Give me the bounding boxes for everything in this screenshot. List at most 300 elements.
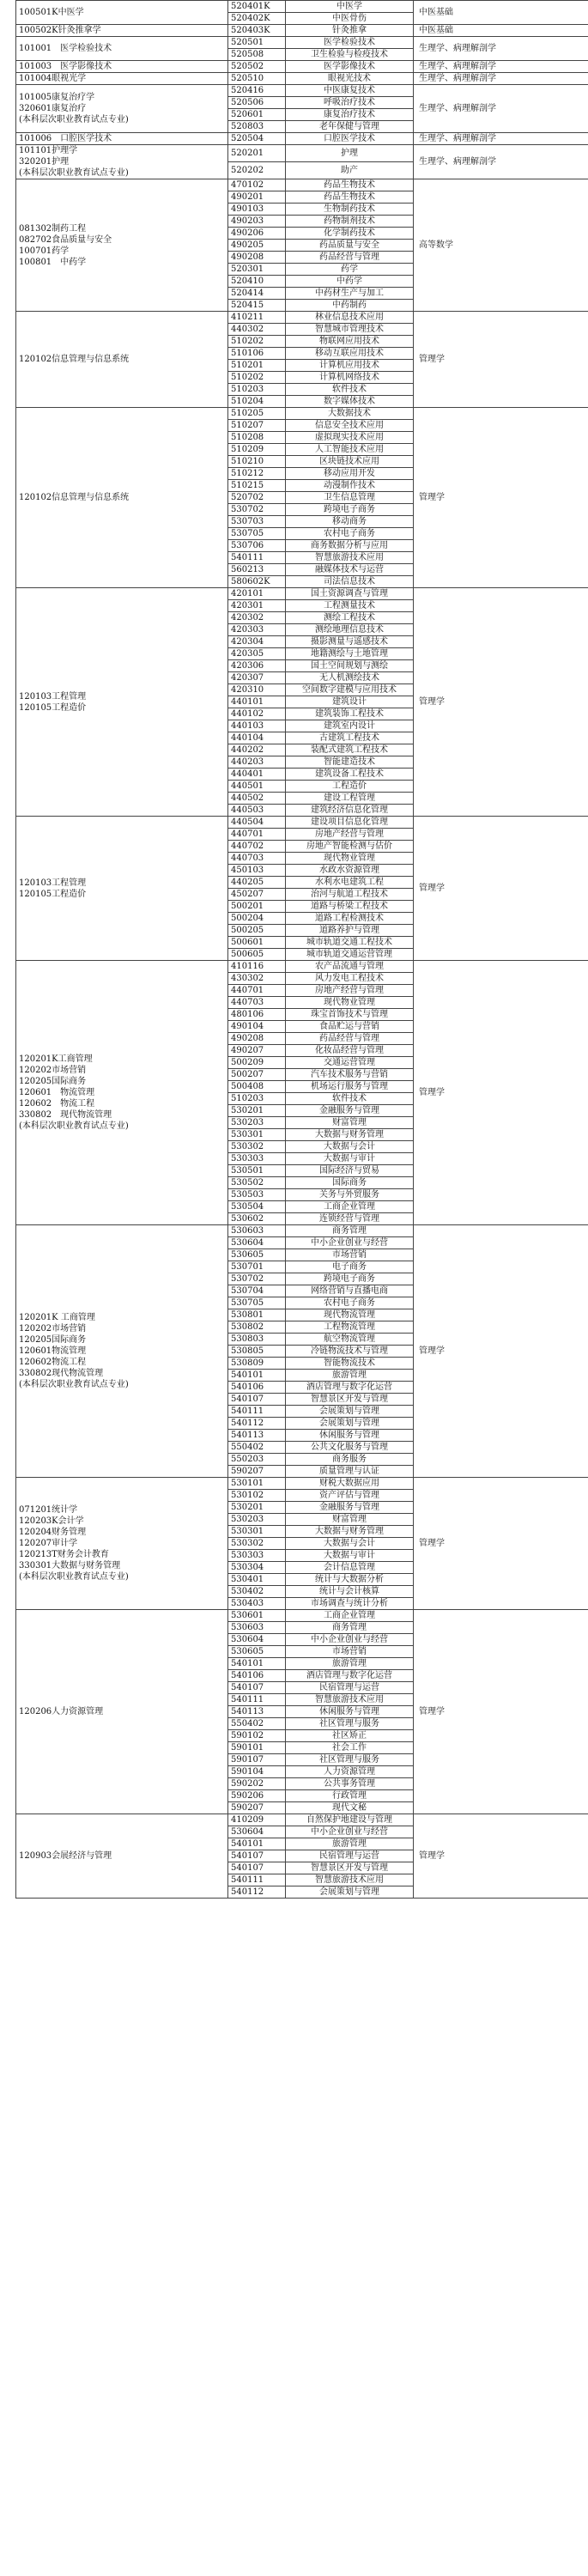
vocational-major-code: 520702: [228, 492, 286, 504]
vocational-major-code: 500209: [228, 1057, 286, 1069]
vocational-major-name: 药物制剂技术: [286, 216, 414, 228]
vocational-major-name: 旅游管理: [286, 1838, 414, 1850]
vocational-major-name: 卫生检验与检疫技术: [286, 49, 414, 61]
vocational-major-code: 530401: [228, 1574, 286, 1586]
undergrad-major-name: 100801 中药学: [19, 257, 87, 267]
vocational-major-code: 410209: [228, 1814, 286, 1826]
vocational-major-code: 500207: [228, 1069, 286, 1081]
vocational-major-code: 530703: [228, 516, 286, 528]
table-row: [16, 61, 588, 73]
vocational-major-code: 420303: [228, 624, 286, 636]
undergrad-major-cell: [16, 1, 228, 25]
vocational-major-code: 490103: [228, 204, 286, 216]
vocational-major-name: 林业信息技术应用: [286, 312, 414, 324]
vocational-major-name: 卫生信息管理: [286, 492, 414, 504]
exam-subject-cell: 管理学: [414, 1610, 588, 1814]
table-row: [16, 1478, 588, 1490]
vocational-major-name: 中小企业创业与经营: [286, 1634, 414, 1646]
undergrad-major-cell: [16, 145, 228, 179]
vocational-major-code: 540101: [228, 1370, 286, 1382]
vocational-major-code: 500408: [228, 1081, 286, 1093]
vocational-major-code: 440701: [228, 985, 286, 997]
vocational-major-name: 地籍测绘与土地管理: [286, 648, 414, 660]
vocational-major-name: 人工智能技术应用: [286, 444, 414, 456]
table-row: [16, 408, 588, 420]
vocational-major-name: 社区管理与服务: [286, 1754, 414, 1766]
vocational-major-code: 530203: [228, 1514, 286, 1526]
vocational-major-name: 药品经营与管理: [286, 1033, 414, 1045]
vocational-major-code: 550402: [228, 1718, 286, 1730]
vocational-major-name: 财税大数据应用: [286, 1478, 414, 1490]
vocational-major-code: 430302: [228, 973, 286, 985]
undergrad-major-name: (本科层次职业教育试点专业): [19, 1572, 129, 1582]
vocational-major-code: 530402: [228, 1586, 286, 1598]
vocational-major-name: 建设项目信息化管理: [286, 817, 414, 829]
vocational-major-name: 口腔医学技术: [286, 133, 414, 145]
vocational-major-code: 540111: [228, 552, 286, 564]
exam-subject-cell: 管理学: [414, 312, 588, 408]
undergrad-major-cell: [16, 179, 228, 312]
vocational-major-code: 440401: [228, 769, 286, 781]
vocational-major-name: 建筑室内设计: [286, 720, 414, 732]
vocational-major-name: 生物制药技术: [286, 204, 414, 216]
vocational-major-name: 医学检验技术: [286, 37, 414, 49]
vocational-major-name: 现代文秘: [286, 1802, 414, 1814]
vocational-major-name: 商务数据分析与应用: [286, 540, 414, 552]
vocational-major-name: 中小企业创业与经营: [286, 1237, 414, 1249]
vocational-major-code: 590202: [228, 1778, 286, 1790]
undergrad-major-name: 081302制药工程: [19, 223, 87, 234]
vocational-major-code: 530702: [228, 504, 286, 516]
vocational-major-code: 530201: [228, 1105, 286, 1117]
vocational-major-code: 590102: [228, 1730, 286, 1742]
table-row: [16, 1, 588, 13]
vocational-major-name: 跨境电子商务: [286, 1273, 414, 1285]
undergrad-major-name: 100501K中医学: [19, 8, 84, 17]
vocational-major-code: 530604: [228, 1826, 286, 1838]
vocational-major-code: 420301: [228, 600, 286, 612]
vocational-major-code: 530602: [228, 1213, 286, 1225]
vocational-major-code: 530501: [228, 1165, 286, 1177]
vocational-major-code: 530101: [228, 1478, 286, 1490]
vocational-major-code: 520508: [228, 49, 286, 61]
vocational-major-name: 统计与大数据分析: [286, 1574, 414, 1586]
vocational-major-code: 560213: [228, 564, 286, 576]
vocational-major-code: 530701: [228, 1261, 286, 1273]
undergrad-major-name: 120207审计学: [19, 1539, 78, 1548]
vocational-major-name: 呼吸治疗技术: [286, 97, 414, 109]
vocational-major-name: 移动互联应用技术: [286, 348, 414, 360]
vocational-major-code: 530706: [228, 540, 286, 552]
vocational-major-code: 530302: [228, 1141, 286, 1153]
vocational-major-name: 航空物流管理: [286, 1334, 414, 1346]
undergrad-major-cell: [16, 85, 228, 133]
vocational-major-code: 440703: [228, 997, 286, 1009]
vocational-major-name: 财富管理: [286, 1514, 414, 1526]
vocational-major-name: 商务管理: [286, 1622, 414, 1634]
vocational-major-code: 520401K: [228, 1, 286, 13]
vocational-major-code: 530301: [228, 1526, 286, 1538]
vocational-major-name: 空间数字建模与应用技术: [286, 684, 414, 696]
vocational-major-name: 酒店管理与数字化运营: [286, 1670, 414, 1682]
undergrad-major-name: (本科层次职业教育试点专业): [19, 1380, 129, 1389]
undergrad-major-cell: [16, 1478, 228, 1610]
vocational-major-name: 药品质量与安全: [286, 240, 414, 252]
vocational-major-code: 440101: [228, 696, 286, 708]
undergrad-major-name: 120202市场营销: [19, 1066, 87, 1075]
vocational-major-code: 530801: [228, 1309, 286, 1321]
vocational-major-code: 520506: [228, 97, 286, 109]
vocational-major-code: 540106: [228, 1382, 286, 1394]
vocational-major-code: 520416: [228, 85, 286, 97]
vocational-major-code: 500601: [228, 937, 286, 949]
vocational-major-code: 490208: [228, 252, 286, 264]
vocational-major-name: 冷链物流技术与管理: [286, 1346, 414, 1358]
vocational-major-code: 500201: [228, 901, 286, 913]
undergrad-major-name: 101001 医学检验技术: [19, 44, 112, 53]
table-row: [16, 1814, 588, 1826]
vocational-major-name: 连锁经营与管理: [286, 1213, 414, 1225]
vocational-major-code: 530403: [228, 1598, 286, 1610]
vocational-major-name: 针灸推拿: [286, 25, 414, 37]
vocational-major-name: 跨境电子商务: [286, 504, 414, 516]
vocational-major-code: 500605: [228, 949, 286, 961]
vocational-major-code: 510204: [228, 396, 286, 408]
vocational-major-name: 现代物业管理: [286, 997, 414, 1009]
vocational-major-name: 社区管理与服务: [286, 1718, 414, 1730]
vocational-major-code: 530702: [228, 1273, 286, 1285]
vocational-major-code: 540107: [228, 1850, 286, 1862]
vocational-major-name: 化妆品经营与管理: [286, 1045, 414, 1057]
vocational-major-code: 530809: [228, 1358, 286, 1370]
vocational-major-code: 590207: [228, 1802, 286, 1814]
vocational-major-name: 工商企业管理: [286, 1201, 414, 1213]
undergrad-major-cell: [16, 408, 228, 588]
vocational-major-code: 420306: [228, 660, 286, 672]
vocational-major-code: 440104: [228, 732, 286, 744]
vocational-major-name: 移动商务: [286, 516, 414, 528]
vocational-major-name: 医学影像技术: [286, 61, 414, 73]
vocational-major-name: 信息安全技术应用: [286, 420, 414, 432]
vocational-major-name: 大数据与财务管理: [286, 1526, 414, 1538]
major-course-table: [15, 0, 588, 1899]
vocational-major-name: 统计与会计核算: [286, 1586, 414, 1598]
undergrad-major-cell: [16, 1814, 228, 1899]
undergrad-major-name: 071201统计学: [19, 1505, 78, 1515]
vocational-major-name: 中小企业创业与经营: [286, 1826, 414, 1838]
vocational-major-code: 510210: [228, 456, 286, 468]
vocational-major-name: 中药制药: [286, 300, 414, 312]
vocational-major-name: 计算机应用技术: [286, 360, 414, 372]
vocational-major-code: 410211: [228, 312, 286, 324]
vocational-major-code: 420304: [228, 636, 286, 648]
undergrad-major-cell: [16, 73, 228, 85]
vocational-major-name: 司法信息技术: [286, 576, 414, 588]
exam-subject-cell: 管理学: [414, 1225, 588, 1478]
vocational-major-name: 机场运行服务与管理: [286, 1081, 414, 1093]
vocational-major-code: 510203: [228, 1093, 286, 1105]
vocational-major-name: 自然保护地建设与管理: [286, 1814, 414, 1826]
exam-subject-cell: 生理学、病理解剖学: [414, 85, 588, 133]
vocational-major-code: 520510: [228, 73, 286, 85]
vocational-major-name: 动漫制作技术: [286, 480, 414, 492]
vocational-major-name: 现代物流管理: [286, 1309, 414, 1321]
vocational-major-name: 国际经济与贸易: [286, 1165, 414, 1177]
vocational-major-code: 440103: [228, 720, 286, 732]
vocational-major-code: 520501: [228, 37, 286, 49]
vocational-major-name: 药学: [286, 264, 414, 276]
vocational-major-code: 510201: [228, 360, 286, 372]
vocational-major-name: 计算机网络技术: [286, 372, 414, 384]
undergrad-major-name: 120202市场营销: [19, 1324, 87, 1334]
vocational-major-code: 440701: [228, 829, 286, 841]
vocational-major-code: 450103: [228, 865, 286, 877]
vocational-major-name: 风力发电工程技术: [286, 973, 414, 985]
vocational-major-code: 490208: [228, 1033, 286, 1045]
undergrad-major-name: 120105工程造价: [19, 889, 87, 899]
vocational-major-code: 530705: [228, 1297, 286, 1309]
exam-subject-cell: 生理学、病理解剖学: [414, 145, 588, 179]
vocational-major-code: 510202: [228, 372, 286, 384]
vocational-major-name: 国土空间规划与测绘: [286, 660, 414, 672]
vocational-major-name: 虚拟现实技术应用: [286, 432, 414, 444]
vocational-major-code: 530504: [228, 1201, 286, 1213]
undergrad-major-name: 120201K工商管理: [19, 1054, 93, 1064]
vocational-major-code: 590206: [228, 1790, 286, 1802]
vocational-major-name: 眼视光技术: [286, 73, 414, 85]
vocational-major-code: 530802: [228, 1321, 286, 1334]
vocational-major-code: 510205: [228, 408, 286, 420]
vocational-major-code: 440502: [228, 793, 286, 805]
vocational-major-code: 540111: [228, 1874, 286, 1886]
undergrad-major-name: (本科层次职业教育试点专业): [19, 168, 129, 178]
vocational-major-name: 测绘工程技术: [286, 612, 414, 624]
table-row: [16, 179, 588, 191]
vocational-major-code: 510106: [228, 348, 286, 360]
vocational-major-name: 智慧旅游技术应用: [286, 1874, 414, 1886]
undergrad-major-name: 320201护理: [19, 157, 70, 167]
vocational-major-code: 530301: [228, 1129, 286, 1141]
vocational-major-name: 商务管理: [286, 1225, 414, 1237]
vocational-major-code: 520402K: [228, 13, 286, 25]
undergrad-major-name: 120206人力资源管理: [19, 1707, 104, 1716]
vocational-major-name: 网络营销与直播电商: [286, 1285, 414, 1297]
vocational-major-name: 珠宝首饰技术与管理: [286, 1009, 414, 1021]
vocational-major-name: 物联网应用技术: [286, 336, 414, 348]
vocational-major-code: 540112: [228, 1418, 286, 1430]
vocational-major-name: 智慧景区开发与管理: [286, 1862, 414, 1874]
exam-subject-cell: 管理学: [414, 817, 588, 961]
vocational-major-code: 520502: [228, 61, 286, 73]
vocational-major-name: 酒店管理与数字化运营: [286, 1382, 414, 1394]
vocational-major-name: 建筑设计: [286, 696, 414, 708]
vocational-major-name: 药品生物技术: [286, 179, 414, 191]
vocational-major-name: 工程物流管理: [286, 1321, 414, 1334]
vocational-major-name: 金融服务与管理: [286, 1502, 414, 1514]
undergrad-major-cell: [16, 588, 228, 817]
vocational-major-name: 治河与航道工程技术: [286, 889, 414, 901]
undergrad-major-name: 330802 现代物流管理: [19, 1110, 112, 1120]
vocational-major-code: 540113: [228, 1706, 286, 1718]
vocational-major-code: 540112: [228, 1886, 286, 1899]
undergrad-major-name: 120602 物流工程: [19, 1099, 95, 1109]
vocational-major-code: 490205: [228, 240, 286, 252]
table-row: [16, 145, 588, 162]
exam-subject-cell: 管理学: [414, 1814, 588, 1899]
exam-subject-cell: 生理学、病理解剖学: [414, 133, 588, 145]
vocational-major-name: 交通运营管理: [286, 1057, 414, 1069]
vocational-major-code: 510208: [228, 432, 286, 444]
vocational-major-name: 大数据与审计: [286, 1550, 414, 1562]
vocational-major-name: 智慧旅游技术应用: [286, 552, 414, 564]
vocational-major-code: 530805: [228, 1346, 286, 1358]
vocational-major-code: 520202: [228, 162, 286, 179]
vocational-major-code: 440205: [228, 877, 286, 889]
vocational-major-name: 休闲服务与管理: [286, 1706, 414, 1718]
vocational-major-code: 530302: [228, 1538, 286, 1550]
vocational-major-name: 休闲服务与管理: [286, 1430, 414, 1442]
vocational-major-code: 410116: [228, 961, 286, 973]
vocational-major-code: 540111: [228, 1694, 286, 1706]
undergrad-major-name: 120103工程管理: [19, 878, 87, 888]
vocational-major-code: 530303: [228, 1153, 286, 1165]
vocational-major-code: 420307: [228, 672, 286, 684]
vocational-major-code: 520301: [228, 264, 286, 276]
table-row: [16, 961, 588, 973]
vocational-major-name: 会展策划与管理: [286, 1886, 414, 1899]
exam-subject-cell: 高等数学: [414, 179, 588, 312]
vocational-major-code: 500205: [228, 925, 286, 937]
vocational-major-code: 530705: [228, 528, 286, 540]
vocational-major-code: 530502: [228, 1177, 286, 1189]
vocational-major-name: 质量管理与认证: [286, 1466, 414, 1478]
table-row: [16, 1610, 588, 1622]
vocational-major-code: 520803: [228, 121, 286, 133]
undergrad-major-name: 320601康复治疗: [19, 104, 87, 113]
vocational-major-code: 420302: [228, 612, 286, 624]
undergrad-major-cell: [16, 1225, 228, 1478]
vocational-major-code: 590104: [228, 1766, 286, 1778]
vocational-major-code: 520504: [228, 133, 286, 145]
vocational-major-name: 老年保健与管理: [286, 121, 414, 133]
vocational-major-code: 440302: [228, 324, 286, 336]
vocational-major-code: 550402: [228, 1442, 286, 1454]
exam-subject-cell: 管理学: [414, 408, 588, 588]
vocational-major-name: 房地产智能检测与估价: [286, 841, 414, 853]
exam-subject-cell: 中医基础: [414, 25, 588, 37]
undergrad-major-name: 120203K会计学: [19, 1516, 84, 1526]
vocational-major-code: 540107: [228, 1862, 286, 1874]
undergrad-major-name: 101101护理学: [19, 146, 78, 155]
vocational-major-name: 大数据与会计: [286, 1141, 414, 1153]
vocational-major-name: 工程造价: [286, 781, 414, 793]
vocational-major-name: 药品生物技术: [286, 191, 414, 204]
vocational-major-name: 道路与桥梁工程技术: [286, 901, 414, 913]
vocational-major-name: 数字媒体技术: [286, 396, 414, 408]
vocational-major-code: 490206: [228, 228, 286, 240]
vocational-major-name: 农村电子商务: [286, 528, 414, 540]
vocational-major-name: 智慧旅游技术应用: [286, 1694, 414, 1706]
vocational-major-code: 440702: [228, 841, 286, 853]
vocational-major-code: 510215: [228, 480, 286, 492]
vocational-major-code: 470102: [228, 179, 286, 191]
vocational-major-code: 540113: [228, 1430, 286, 1442]
vocational-major-code: 540111: [228, 1406, 286, 1418]
vocational-major-code: 440503: [228, 805, 286, 817]
vocational-major-name: 无人机测绘技术: [286, 672, 414, 684]
vocational-major-name: 建筑设备工程技术: [286, 769, 414, 781]
exam-subject-cell: 中医基础: [414, 1, 588, 25]
undergrad-major-cell: [16, 1610, 228, 1814]
exam-subject-cell: 管理学: [414, 588, 588, 817]
vocational-major-name: 资产评估与管理: [286, 1490, 414, 1502]
vocational-major-name: 移动应用开发: [286, 468, 414, 480]
vocational-major-code: 510207: [228, 420, 286, 432]
undergrad-major-name: 120601物流管理: [19, 1346, 87, 1356]
undergrad-major-name: 120601 物流管理: [19, 1088, 95, 1097]
vocational-major-name: 建筑装饰工程技术: [286, 708, 414, 720]
vocational-major-name: 现代物业管理: [286, 853, 414, 865]
vocational-major-code: 530503: [228, 1189, 286, 1201]
undergrad-major-cell: [16, 25, 228, 37]
vocational-major-name: 房地产经营与管理: [286, 829, 414, 841]
vocational-major-name: 商务服务: [286, 1454, 414, 1466]
undergrad-major-cell: [16, 961, 228, 1225]
vocational-major-name: 市场营销: [286, 1646, 414, 1658]
vocational-major-name: 会展策划与管理: [286, 1406, 414, 1418]
vocational-major-code: 580602K: [228, 576, 286, 588]
vocational-major-code: 530304: [228, 1562, 286, 1574]
vocational-major-name: 大数据技术: [286, 408, 414, 420]
vocational-major-code: 490201: [228, 191, 286, 204]
vocational-major-code: 490203: [228, 216, 286, 228]
vocational-major-name: 智能建造技术: [286, 756, 414, 769]
undergrad-major-name: (本科层次职业教育试点专业): [19, 1121, 129, 1131]
vocational-major-code: 440203: [228, 756, 286, 769]
undergrad-major-name: 120103工程管理: [19, 691, 87, 702]
vocational-major-code: 530102: [228, 1490, 286, 1502]
vocational-major-code: 520201: [228, 145, 286, 162]
vocational-major-name: 国土资源调查与管理: [286, 588, 414, 600]
vocational-major-code: 540101: [228, 1838, 286, 1850]
vocational-major-code: 420310: [228, 684, 286, 696]
undergrad-major-name: 120205国际商务: [19, 1335, 87, 1345]
vocational-major-name: 助产: [286, 162, 414, 179]
table-row: [16, 817, 588, 829]
vocational-major-name: 房地产经营与管理: [286, 985, 414, 997]
vocational-major-name: 道路工程检测技术: [286, 913, 414, 925]
table-row: [16, 1225, 588, 1237]
vocational-major-name: 行政管理: [286, 1790, 414, 1802]
vocational-major-name: 城市轨道交通运营管理: [286, 949, 414, 961]
undergrad-major-name: 100502K针灸推拿学: [19, 26, 101, 35]
vocational-major-code: 520410: [228, 276, 286, 288]
vocational-major-name: 电子商务: [286, 1261, 414, 1273]
undergrad-major-cell: [16, 817, 228, 961]
vocational-major-code: 540101: [228, 1658, 286, 1670]
vocational-major-name: 药品经营与管理: [286, 252, 414, 264]
table-body: [16, 1, 588, 1899]
vocational-major-code: 510202: [228, 336, 286, 348]
vocational-major-code: 530201: [228, 1502, 286, 1514]
vocational-major-name: 中药材生产与加工: [286, 288, 414, 300]
vocational-major-name: 道路养护与管理: [286, 925, 414, 937]
vocational-major-name: 公共文化服务与管理: [286, 1442, 414, 1454]
vocational-major-code: 510212: [228, 468, 286, 480]
vocational-major-name: 工程测量技术: [286, 600, 414, 612]
undergrad-major-name: 120205国际商务: [19, 1077, 87, 1086]
vocational-major-code: 540107: [228, 1394, 286, 1406]
